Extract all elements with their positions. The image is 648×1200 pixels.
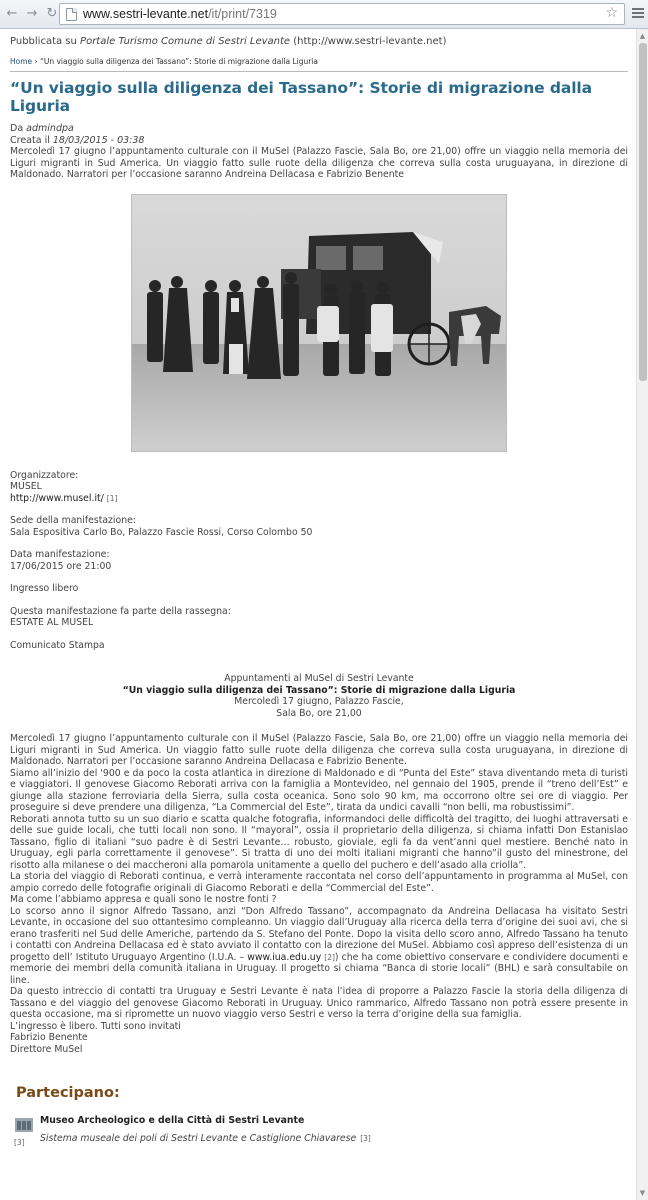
press-paragraph-5b: ) che ha come obiettivo conservare e condividere documenti e memorie dei membri della comunità italiana in Uruguay. Il progetto si chiama “Banca di storie locali” (BHL) e sarà consultabile on line.: [10, 951, 628, 986]
venue-value: Sala Espositiva Carlo Bo, Palazzo Fascie Rossi, Corso Colombo 50: [10, 526, 313, 538]
organizer-link[interactable]: http://www.musel.it/: [10, 492, 104, 504]
article-intro: Mercoledì 17 giugno l’appuntamento culturale con il MuSel (Palazzo Fascie, Sala Bo, ore 21,00) offre un viaggio nella memoria dei Liguri migranti in Sud America. Un viaggio fatto sulle ruote della diligenza che correva sulla costa uruguayana, in direzione di Maldonado. Narratori per l’occasione saranno Andreina Dellacasa e Fabrizio Benente: [10, 146, 628, 180]
breadcrumb-home-link[interactable]: Home: [10, 57, 33, 66]
vertical-scrollbar[interactable]: [636, 29, 648, 1200]
organizer-label: Organizzatore:: [10, 469, 79, 481]
breadcrumb: [10, 57, 628, 72]
page-icon: [66, 8, 77, 21]
scroll-down-icon[interactable]: ▼: [639, 1189, 646, 1197]
browser-toolbar: [0, 0, 648, 29]
participant-item: [14, 1115, 628, 1147]
published-portal: Portale Turismo Comune di Sestri Levante: [80, 36, 291, 47]
press-paragraph-7: L’ingresso è libero. Tutti sono invitati: [10, 1020, 181, 1032]
footnote-3: [3]: [360, 1134, 371, 1143]
author-prefix: Da: [10, 123, 24, 134]
url-path: /it/print/7319: [208, 7, 277, 21]
iua-link[interactable]: www.iua.edu.uy: [247, 951, 322, 963]
bookmark-star-icon[interactable]: ☆: [605, 5, 618, 21]
url-host: www.sestri-levante.net: [83, 7, 209, 21]
scroll-thumb[interactable]: [639, 43, 647, 381]
forward-arrow-icon[interactable]: →: [26, 6, 38, 21]
date-value: 17/06/2015 ore 21:00: [10, 560, 112, 572]
article-author: [10, 123, 628, 135]
organizer-block: [10, 470, 628, 505]
rassegna-label: Questa manifestazione fa parte della rassegna:: [10, 605, 231, 617]
press-header: [10, 673, 628, 719]
press-header-line3: Mercoledì 17 giugno, Palazzo Fascie,: [234, 696, 404, 707]
signature-name: Fabrizio Benente: [10, 1032, 88, 1043]
press-paragraph-2: Siamo all’inizio del '900 e da poco la costa atlantica in direzione di Maldonado e di “Punta del Este” stava diventando meta di turisti e viaggiatori. Il genovese Giacomo Reborati arriva con la famiglia a Montevideo, nel gennaio del 1905, prende il “treno dell’Est” e giunge alla stazione ferroviaria della Sierra, sulla costa oceanica. Sono solo 90 km, ma occorrono oltre sei ore di viaggio. Per proseguire si deve prendere una diligenza, “La Commercial del Este”, tirata da undici cavalli “non belli, ma robustissimi”.: [10, 767, 628, 813]
published-line: [10, 36, 628, 47]
scroll-up-icon[interactable]: ▲: [639, 32, 646, 40]
signature-role: Direttore MuSel: [10, 1043, 83, 1055]
press-paragraph-1: Mercoledì 17 giugno l’appuntamento culturale con il MuSel (Palazzo Fascie, Sala Bo, ore 21,00) offre un viaggio nella memoria dei Liguri migranti in Sud America. Un viaggio fatto sulle ruote della diligenza che correva sulla costa uruguayana, in direzione di Maldonado. Narratori per l’occasione saranno Andreina Dellacasa e Fabrizio Benente.: [10, 733, 628, 767]
author-name: admindpa: [26, 123, 74, 134]
press-header-line1: Appuntamenti al MuSel di Sestri Levante: [224, 673, 414, 684]
press-paragraph-5a: Lo scorso anno il signor Alfredo Tassano, anzi “Don Alfredo Tassano”, accompagnato da Andreina Dellacasa ha visitato Sestri Levante, in occasione del suo ottantesimo compleanno. Un viaggio dall’Uruguay alla ricerca della terra d’origine dei suoi avi, che si erano trasferiti nel Sud delle Americhe, partendo da S. Stefano del Ponte. Dopo la visita dello scoro anno, Alfredo Tassano ha tenuto i contatti con Andreina Dellacasa ed è stato avviato il contatto con la direzione del MuSel. Abbiamo così appreso dell’esistenza di un progetto dell’ Istituto Uruguayo Argentino (I.U.A. –: [10, 905, 628, 963]
press-paragraph-4: La storia del viaggio di Reborati continua, e verrà interamente raccontata nel corso dell’appuntamento in programma al MuSel, con ampio corredo delle fotografie originali di Giacomo Reborati e della “Commercial del Este”.: [10, 871, 628, 894]
press-paragraph-6: Da questo intreccio di contatti tra Uruguay e Sestri Levante è nata l’idea di proporre a Palazzo Fascie la storia della diligenza di Tassano e del viaggio del genovese Giacomo Reborati in Uruguay. Unico rammarico, Alfredo Tassano non potrà essere presente in questa occasione, ma si ripromette un nuovo viaggio verso Sestri e verso la terra d’origine della sua famiglia.: [10, 986, 628, 1020]
url-text[interactable]: [83, 7, 277, 21]
press-header-line4: Sala Bo, ore 21,00: [276, 707, 362, 719]
breadcrumb-current: “Un viaggio sulla diligenza dei Tassano”: Storie di migrazione dalla Liguria: [39, 57, 318, 66]
date-block: [10, 549, 628, 572]
participant-name[interactable]: Museo Archeologico e della Città di Sestri Levante: [40, 1115, 305, 1126]
print-page: [10, 36, 628, 1147]
museum-building-icon: [14, 1116, 34, 1134]
created-date: 18/03/2015 - 03:38: [52, 134, 145, 146]
menu-icon[interactable]: [632, 8, 644, 20]
participant-description: Sistema museale dei poli di Sestri Levante e Castiglione Chiavarese: [40, 1133, 357, 1144]
participant-icon-wrap: [14, 1115, 40, 1147]
address-bar[interactable]: [59, 3, 625, 25]
published-site: (http://www.sestri-levante.net): [293, 36, 447, 47]
article-created: [10, 135, 628, 147]
press-release-label: Comunicato Stampa: [10, 639, 105, 651]
icon-footnote: [3]: [14, 1138, 25, 1147]
published-prefix: Pubblicata su: [10, 36, 77, 47]
footnote-2: [2]: [324, 952, 335, 962]
date-label: Data manifestazione:: [10, 549, 110, 560]
press-paragraph-3: Reborati annota tutto su un suo diario e scatta qualche fotografia, informandoci delle difficoltà del tragitto, dei luoghi attraversati e delle sue guide locali, che tutti locali non sono. Il “mayoral”, ossia il proprietario della diligenza, si chiama infatti Don Estanislao Tassano, figlio di italiani “suo padre è di Sestri Levante… robusto, gioviale, egli fa da vent’anni quel mestiere. Benché nato in Uruguay, egli parla correttamente il genovese”. Si tratta di uno dei molti italiani migranti che hanno”il gusto del minestrone, del risotto alla milanese o dei maccheroni alla pomarola unitamente a quello del puchero e dell’asado alla criolla”.: [10, 813, 628, 871]
page-title: “Un viaggio sulla diligenza dei Tassano”: Storie di migrazione dalla Liguria: [10, 79, 592, 115]
created-prefix: Creata il: [10, 134, 50, 146]
press-question: Ma come l’abbiamo appresa e quali sono le nostre fonti ?: [10, 894, 277, 905]
entry-info: Ingresso libero: [10, 583, 79, 594]
rassegna-value: ESTATE AL MUSEL: [10, 617, 94, 628]
venue-block: [10, 515, 628, 538]
rassegna-block: [10, 606, 628, 629]
back-arrow-icon[interactable]: ←: [6, 6, 18, 21]
venue-label: Sede della manifestazione:: [10, 515, 136, 526]
footnote-1: [1]: [106, 493, 118, 503]
partecipano-heading: Partecipano:: [16, 1085, 120, 1101]
organizer-value: MUSEL: [10, 481, 42, 492]
historic-stagecoach-photo: [131, 194, 507, 452]
breadcrumb-separator: ›: [34, 57, 38, 66]
press-paragraph-5: [10, 906, 628, 987]
press-header-title: “Un viaggio sulla diligenza dei Tassano”: Storie di migrazione dalla Liguria: [122, 684, 516, 696]
reload-icon[interactable]: ↻: [46, 6, 58, 21]
